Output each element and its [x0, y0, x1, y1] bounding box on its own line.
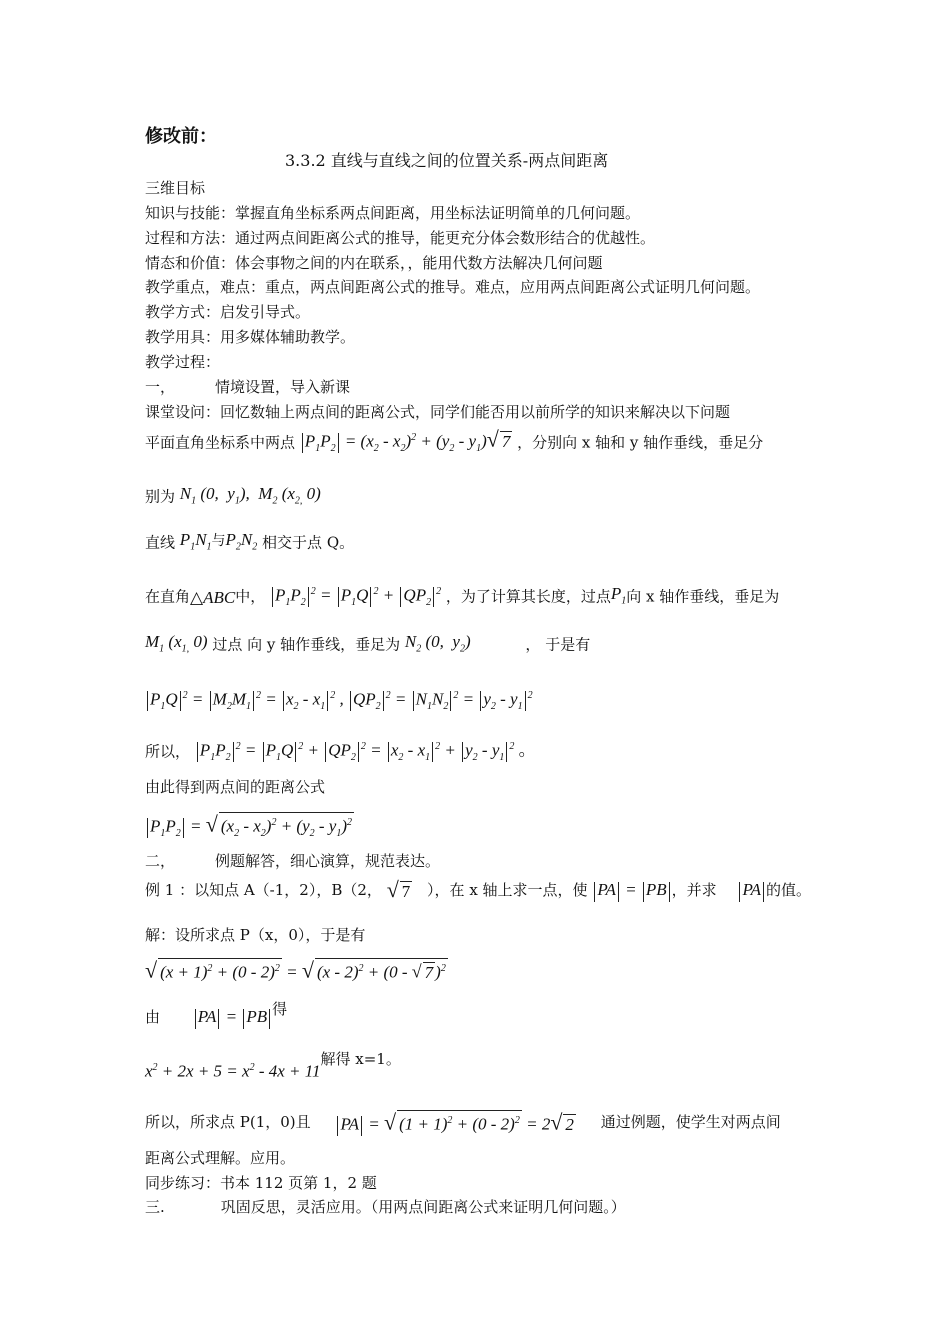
- section-number: 二，: [145, 852, 176, 870]
- formula: $M_1$ ($x_{1,}$ 0): [145, 632, 208, 655]
- formula: $N_1$ (0, $y_1$), $M_2$ ($x_{2,}$ 0): [179, 484, 321, 507]
- formula: √ $(x + 1)^2 + (0 - 2)^2$ = √ (x - 2)$^2$ + (0 - √ 7 )$^2$: [145, 957, 446, 983]
- section-number: 三.: [145, 1198, 165, 1216]
- text-fragment: 中，: [235, 587, 266, 606]
- text-fragment: 直线: [145, 533, 176, 552]
- formula: $x^2 + 2x + 5 = x^2 - 4x + 11$: [145, 1061, 321, 1081]
- text-line: [145, 877, 812, 902]
- text-line: 由此得到两点间的距离公式: [145, 778, 326, 796]
- formula: $P_1N_1$与$P_2N_2$: [179, 530, 258, 553]
- section-three: [145, 1197, 626, 1217]
- text-line: 课堂设问：回忆数轴上两点间的距离公式，同学们能否用以前所学的知识来解决以下问题: [145, 403, 731, 421]
- text-line: [145, 632, 590, 659]
- text-fragment: ），在 x 轴上求一点，使: [427, 881, 588, 899]
- section-title: 情境设置，导入新课: [215, 378, 351, 396]
- text-line: [145, 737, 536, 768]
- formula: PA = PB: [592, 880, 671, 901]
- text-line: [145, 1110, 781, 1136]
- text-line: [145, 530, 354, 557]
- text-fragment: 相交于点 Q。: [262, 533, 355, 552]
- formula: $P_1$: [610, 583, 627, 607]
- formula: PA: [737, 880, 766, 901]
- section-one: [145, 377, 350, 397]
- formula-line: [145, 686, 533, 717]
- text-line: 教学过程：: [145, 353, 221, 371]
- formula: PA = √ $(1 + 1)^2 + (0 - 2)^2 = 2√$ 2: [335, 1110, 575, 1136]
- text-line: 同步练习：书本 112 页第 1，2 题: [145, 1174, 377, 1192]
- text-line: 教学重点，难点：重点，两点间距离公式的推导。难点，应用两点间距离公式证明几何问题。: [145, 278, 761, 296]
- text-fragment: 的值。: [766, 881, 812, 899]
- heading-before: 修改前：: [145, 126, 217, 147]
- text-fragment: 得: [272, 1000, 288, 1018]
- text-fragment: 通过例题，使学生对两点间: [600, 1112, 781, 1131]
- text-fragment: 过点 向 y 轴作垂线，垂足为: [212, 635, 401, 654]
- text-line: 过程和方法：通过两点间距离公式的推导，能更充分体会数形结合的优越性。: [145, 229, 656, 247]
- text-fragment: 向 x 轴作垂线，垂足为: [626, 587, 780, 606]
- text-line: 教学用具：用多媒体辅助教学。: [145, 328, 356, 346]
- section-title: 例题解答，细心演算，规范表达。: [215, 852, 441, 870]
- text-line: [145, 1000, 288, 1029]
- text-line: 三维目标: [145, 179, 206, 197]
- text-line: [145, 484, 321, 511]
- text-fragment: ，分别向 x 轴和 y 轴作垂线，垂足分: [517, 433, 764, 452]
- text-line: 解：设所求点 P（x，0），于是有: [145, 926, 366, 944]
- text-fragment: 在直角: [145, 587, 191, 606]
- text-fragment: 例 1 ：以知点 A（-1，2），B（2，: [145, 881, 382, 899]
- text-line: 距离公式理解。应用。: [145, 1149, 296, 1167]
- text-line: [145, 582, 779, 613]
- formula: PA = PB: [193, 1007, 272, 1028]
- formula: $P_1P_2^2 = P_1Q$ $^2 + QP_2^2$: [270, 582, 441, 613]
- text-fragment: ，并求: [671, 881, 717, 899]
- formula: $P_1P_2$ = √ $(x_2 - x_2)^2 + (y_2 - y_1)^2$: [145, 812, 354, 844]
- text-fragment: 解得 x=1。: [320, 1049, 401, 1068]
- formula: $P_1Q$ $^2 = M_2M_1^2 = x_2 - x_1^2$ , $QP_2^2 = N_1N_2^2 = y_2 - y_1^2$: [145, 686, 533, 717]
- text-line: [145, 1049, 401, 1082]
- page-title: 3.3.2 直线与直线之间的位置关系-两点间距离: [285, 151, 609, 170]
- text-fragment: 所以，所求点 P(1，0)且: [145, 1112, 311, 1131]
- formula: √ 7: [386, 877, 411, 902]
- text-fragment: 由: [145, 1008, 161, 1026]
- section-two: [145, 851, 440, 871]
- formula-line: [145, 812, 354, 844]
- formula: $P_1P_2^2 = P_1Q$ $^2 + QP_2^2 = x_2 - x_1^2 + y_2 - y_1^2$ 。: [195, 737, 536, 768]
- formula: △ABC: [190, 587, 236, 607]
- section-number: 一，: [145, 378, 176, 396]
- formula: $N_2$ (0, $y_2$): [404, 632, 471, 655]
- text-fragment: ，为了计算其长度，过点: [445, 587, 611, 606]
- text-fragment: 别为: [145, 487, 176, 506]
- text-fragment: ， 于是有: [525, 635, 591, 654]
- formula: $P_1P_2 = (x_2 - x_2)^2 + (y_2 - y_1)√$ 7: [300, 428, 513, 459]
- formula-line: [145, 958, 448, 983]
- text-line: 情态和价值：体会事物之间的内在联系，，能用代数方法解决几何问题: [145, 254, 603, 272]
- section-title: 巩固反思，灵活应用。（用两点间距离公式来证明几何问题。）: [220, 1198, 626, 1216]
- text-line: 教学方式：启发引导式。: [145, 303, 311, 321]
- text-fragment: 所以，: [145, 742, 191, 761]
- text-line: [145, 428, 763, 459]
- text-line: 知识与技能：掌握直角坐标系两点间距离，用坐标法证明简单的几何问题。: [145, 204, 641, 222]
- text-fragment: 平面直角坐标系中两点: [145, 433, 296, 452]
